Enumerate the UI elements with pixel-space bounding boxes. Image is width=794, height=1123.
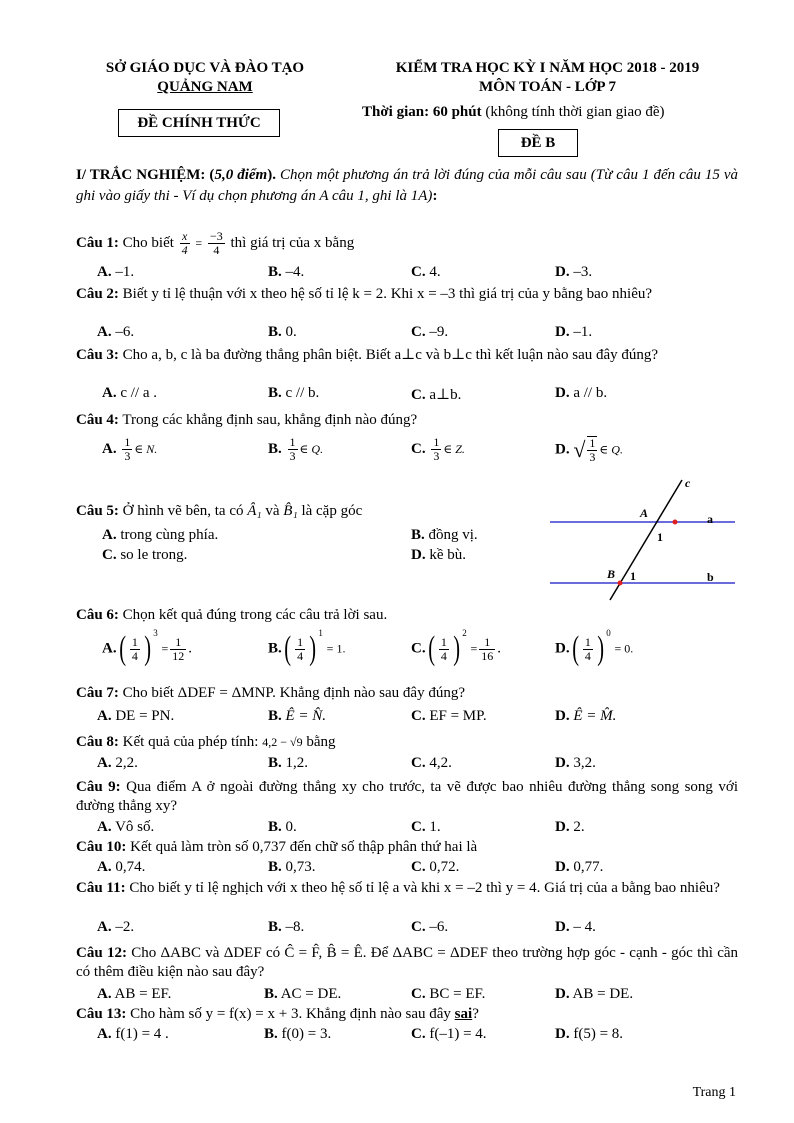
q5-option-b[interactable]: B. đồng vị. (411, 527, 478, 543)
label-c: c (685, 476, 691, 490)
q9-option-b[interactable]: B. 0. (268, 819, 297, 835)
question-4: Câu 4: Trong các khẳng định sau, khẳng định nào đúng? (76, 412, 418, 428)
q12-option-c[interactable]: C. BC = EF. (411, 986, 486, 1002)
q11-option-b[interactable]: B. –8. (268, 919, 305, 935)
q4-option-d[interactable]: D. √ $\frac{1}{3}$ ∈ Q. (555, 436, 623, 464)
q1-option-b[interactable]: B. –4. (268, 264, 305, 280)
q4-option-c[interactable]: C. $\frac{1}{3}$ ∈ Z. (411, 435, 465, 463)
question-7: Câu 7: Cho biết ΔDEF = ΔMNP. Khẳng định nào sau đây đúng? (76, 685, 465, 701)
question-13: Câu 13: Cho hàm số y = f(x) = x + 3. Khẳng định nào sau đây sai? (76, 1006, 479, 1022)
q1-option-d[interactable]: D. –3. (555, 264, 593, 280)
q3-option-d[interactable]: D. a // b. (555, 385, 608, 401)
q12-option-b[interactable]: B. AC = DE. (264, 986, 342, 1002)
point-a (673, 520, 678, 525)
section-header: I/ TRẮC NGHIỆM: (5,0 điểm). Chọn một phương án trả lời đúng của mỗi câu sau (Từ câu 1 đến câu 15 và ghi vào giấy thi - Ví dụ chọn phương án A câu 1, ghi là 1A): (76, 167, 738, 204)
q5-option-d[interactable]: D. kề bù. (411, 547, 467, 563)
q6-option-b[interactable]: B.( $\frac{1}{4}$ ) $^1$ = 1. (268, 628, 346, 667)
question-11: Câu 11: Cho biết y tỉ lệ nghịch với x theo hệ số tỉ lệ a và khi x = –2 thì y = 4. Giá trị của a bằng bao nhiêu? (76, 880, 720, 896)
department-name: SỞ GIÁO DỤC VÀ ĐÀO TẠO (105, 60, 305, 76)
q5-figure (550, 475, 740, 605)
q11-option-c[interactable]: C. –6. (411, 919, 449, 935)
question-9: Câu 9: Qua điểm A ở ngoài đường thẳng xy cho trước, ta vẽ được bao nhiêu đường thẳng song song với đường thẳng xy? (76, 779, 738, 814)
q13-option-a[interactable]: A. f(1) = 4 . (97, 1026, 169, 1042)
question-2: Câu 2: Biết y tỉ lệ thuận với x theo hệ số tỉ lệ k = 2. Khi x = –3 thì giá trị của y bằng bao nhiêu? (76, 286, 653, 302)
question-10: Câu 10: Kết quả làm tròn số 0,737 đến chữ số thập phân thứ hai là (76, 839, 478, 855)
q8-option-c[interactable]: C. 4,2. (411, 755, 452, 771)
q7-option-c[interactable]: C. EF = MP. (411, 708, 487, 724)
q4-option-b[interactable]: B. $\frac{1}{3}$ ∈ Q. (268, 435, 324, 463)
q2-option-c[interactable]: C. –9. (411, 324, 449, 340)
page-number: Trang 1 (692, 1085, 736, 1100)
label-a: a (707, 512, 713, 526)
q10-option-a[interactable]: A. 0,74. (97, 859, 146, 875)
q7-option-a[interactable]: A. DE = PN. (97, 708, 175, 724)
q7-option-d[interactable]: D. Ê = M̂. (555, 708, 617, 724)
q9-option-c[interactable]: C. 1. (411, 819, 441, 835)
q8-option-a[interactable]: A. 2,2. (97, 755, 138, 771)
question-1: Câu 1: Cho biết $\frac{x}{4}$ = $\frac{-3}{4}$ thì giá trị của x bằng (76, 229, 355, 257)
q11-option-a[interactable]: A. –2. (97, 919, 135, 935)
question-3: Câu 3: Cho a, b, c là ba đường thẳng phân biệt. Biết a⊥c và b⊥c thì kết luận nào sau đây đúng? (76, 347, 659, 363)
q2-option-b[interactable]: B. 0. (268, 324, 297, 340)
question-12: Câu 12: Cho ΔABC và ΔDEF có Ĉ = F̂, B̂ = Ê. Để ΔABC = ΔDEF theo trường hợp góc - cạnh - góc thì cần có thêm điều kiện nào sau đây? (76, 945, 739, 980)
q4-option-a[interactable]: A. $\frac{1}{3}$ ∈ N. (102, 435, 158, 463)
q12-option-d[interactable]: D. AB = DE. (555, 986, 634, 1002)
label-1-b: 1 (630, 569, 636, 583)
time-info: Thời gian: 60 phút (không tính thời gian giao đề) (362, 104, 665, 120)
q6-option-a[interactable]: A.( $\frac{1}{4}$ ) $^3$ = $\frac{1}{12}$ . (102, 628, 193, 667)
exam-code: ĐỀ B (498, 129, 578, 157)
q13-option-c[interactable]: C. f(–1) = 4. (411, 1026, 487, 1042)
subject-title: MÔN TOÁN - LỚP 7 (479, 79, 616, 95)
q2-option-a[interactable]: A. –6. (97, 324, 135, 340)
q12-option-a[interactable]: A. AB = EF. (97, 986, 172, 1002)
point-b (618, 581, 623, 586)
q1-option-c[interactable]: C. 4. (411, 264, 441, 280)
q3-option-a[interactable]: A. c // a . (102, 385, 157, 401)
q10-option-d[interactable]: D. 0,77. (555, 859, 604, 875)
q8-option-d[interactable]: D. 3,2. (555, 755, 596, 771)
q3-option-b[interactable]: B. c // b. (268, 385, 320, 401)
q11-option-d[interactable]: D. – 4. (555, 919, 596, 935)
question-6: Câu 6: Chọn kết quả đúng trong các câu trả lời sau. (76, 607, 388, 623)
q9-option-d[interactable]: D. 2. (555, 819, 585, 835)
q10-option-b[interactable]: B. 0,73. (268, 859, 316, 875)
q9-option-a[interactable]: A. Vô số. (97, 819, 155, 835)
q5-option-c[interactable]: C. so le trong. (102, 547, 188, 563)
question-5: Câu 5: Ở hình vẽ bên, ta có Â₁ và B̂₁ là cặp góc (76, 503, 363, 519)
q1-option-a[interactable]: A. –1. (97, 264, 135, 280)
q3-option-c[interactable]: C. a⊥b. (411, 387, 462, 403)
q2-option-d[interactable]: D. –1. (555, 324, 593, 340)
q13-option-d[interactable]: D. f(5) = 8. (555, 1026, 624, 1042)
q6-option-c[interactable]: C.( $\frac{1}{4}$ ) $^2$ = $\frac{1}{16}$ . (411, 628, 502, 667)
q10-option-c[interactable]: C. 0,72. (411, 859, 460, 875)
question-8: Câu 8: Kết quả của phép tính: 4,2 − √9 bằng (76, 734, 336, 750)
exam-title: KIỂM TRA HỌC KỲ I NĂM HỌC 2018 - 2019 (395, 60, 700, 76)
label-B: B (607, 567, 616, 581)
label-1-a: 1 (657, 530, 663, 544)
label-b: b (707, 570, 714, 584)
q8-option-b[interactable]: B. 1,2. (268, 755, 309, 771)
label-A: A (640, 506, 649, 520)
q5-option-a[interactable]: A. trong cùng phía. (102, 527, 219, 543)
q7-option-b[interactable]: B. Ê = N̂. (268, 708, 327, 724)
q13-option-b[interactable]: B. f(0) = 3. (264, 1026, 332, 1042)
q6-option-d[interactable]: D.( $\frac{1}{4}$ ) $^0$ = 0. (555, 628, 634, 667)
province-name: QUẢNG NAM (157, 79, 253, 95)
official-stamp: ĐỀ CHÍNH THỨC (118, 109, 280, 137)
